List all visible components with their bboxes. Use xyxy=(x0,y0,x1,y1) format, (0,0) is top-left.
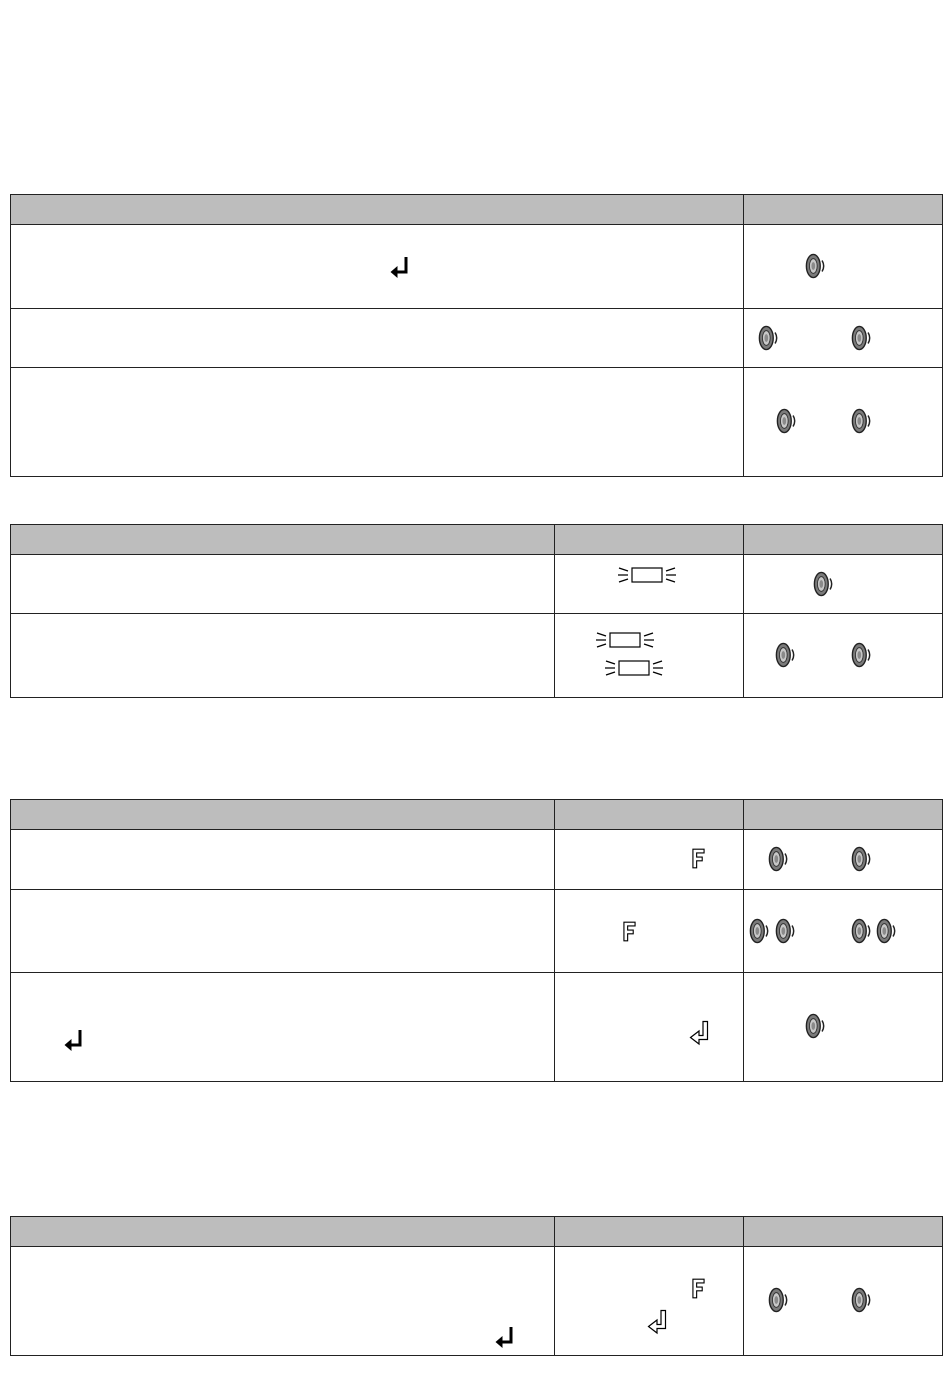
beep-icon xyxy=(768,844,792,874)
beep-icon xyxy=(776,406,800,436)
column-header xyxy=(555,525,744,555)
table-header-row xyxy=(11,1217,943,1247)
table-cell xyxy=(11,225,744,309)
table-cell xyxy=(744,225,943,309)
table-cell xyxy=(555,973,744,1082)
table-row xyxy=(11,309,943,368)
flashing-display-icon xyxy=(604,659,668,677)
table-cell xyxy=(555,890,744,973)
column-header xyxy=(11,525,555,555)
table-cell xyxy=(11,309,744,368)
beep-icon xyxy=(805,1011,829,1041)
table-cell xyxy=(744,830,943,890)
table-cell xyxy=(11,973,555,1082)
table-cell xyxy=(11,830,555,890)
beep-icon xyxy=(851,640,875,670)
column-header xyxy=(744,800,943,830)
beep-icon xyxy=(876,916,900,946)
column-header xyxy=(744,1217,943,1247)
enter-key-icon xyxy=(494,1325,516,1351)
table-row xyxy=(11,973,943,1082)
beep-icon xyxy=(758,323,782,353)
enter-key-icon xyxy=(389,255,411,281)
enter-key-icon xyxy=(63,1028,85,1054)
column-header xyxy=(555,1217,744,1247)
enter-key-outline-icon xyxy=(647,1309,669,1335)
table-cell xyxy=(11,890,555,973)
F-outline-icon xyxy=(623,921,636,942)
column-header xyxy=(744,525,943,555)
table-cell xyxy=(744,555,943,614)
table-header-row xyxy=(11,525,943,555)
table-cell xyxy=(744,890,943,973)
table-cell xyxy=(555,614,744,698)
table-2 xyxy=(10,524,943,698)
beep-icon xyxy=(768,1285,792,1315)
table-row xyxy=(11,614,943,698)
table-cell xyxy=(11,368,744,477)
table-row xyxy=(11,368,943,477)
table-header-row xyxy=(11,800,943,830)
table-cell xyxy=(744,1247,943,1356)
table-cell xyxy=(744,368,943,477)
table-cell xyxy=(555,1247,744,1356)
table-cell xyxy=(744,309,943,368)
table-cell xyxy=(555,555,744,614)
flashing-display-icon xyxy=(595,631,659,649)
table-1 xyxy=(10,194,943,477)
beep-icon xyxy=(851,844,875,874)
beep-icon xyxy=(775,640,799,670)
table-cell xyxy=(11,614,555,698)
enter-key-outline-icon xyxy=(689,1020,711,1046)
table-row xyxy=(11,555,943,614)
beep-icon xyxy=(805,251,829,281)
column-header xyxy=(11,1217,555,1247)
table-cell xyxy=(11,1247,555,1356)
table-3 xyxy=(10,799,943,1082)
F-outline-icon xyxy=(692,1278,705,1299)
beep-icon xyxy=(749,916,773,946)
column-header xyxy=(11,800,555,830)
table-header-row xyxy=(11,195,943,225)
table-row xyxy=(11,225,943,309)
table-cell xyxy=(744,973,943,1082)
table-row xyxy=(11,1247,943,1356)
table-cell xyxy=(555,830,744,890)
column-header xyxy=(555,800,744,830)
table-cell xyxy=(11,555,555,614)
column-header xyxy=(11,195,744,225)
F-outline-icon xyxy=(692,848,705,869)
table-4 xyxy=(10,1216,943,1356)
beep-icon xyxy=(813,569,837,599)
table-cell xyxy=(744,614,943,698)
table-row xyxy=(11,890,943,973)
beep-icon xyxy=(775,916,799,946)
beep-icon xyxy=(851,406,875,436)
beep-icon xyxy=(851,323,875,353)
table-row xyxy=(11,830,943,890)
beep-icon xyxy=(851,1285,875,1315)
column-header xyxy=(744,195,943,225)
flashing-display-icon xyxy=(617,566,681,584)
beep-icon xyxy=(851,916,875,946)
